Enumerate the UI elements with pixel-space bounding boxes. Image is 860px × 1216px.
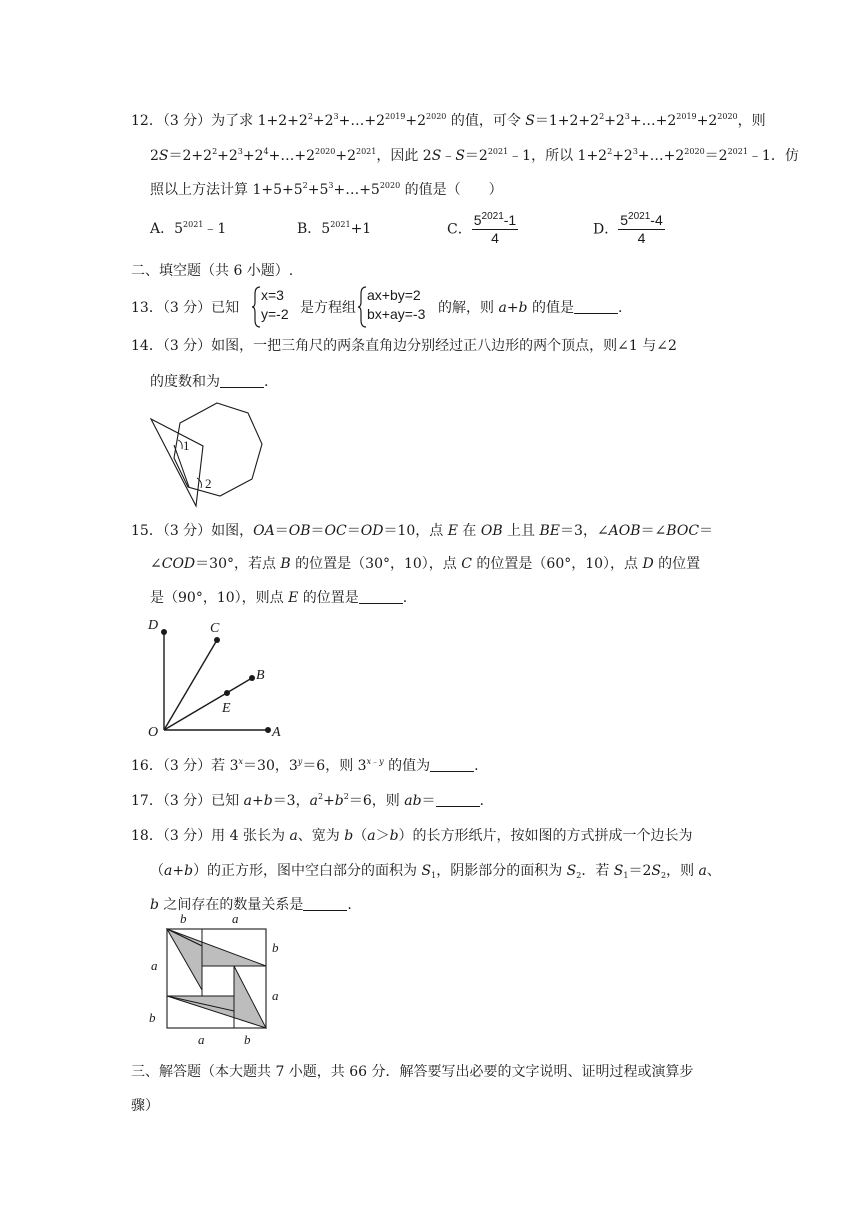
q13-brace-2 bbox=[357, 286, 367, 328]
q14-line2: 的度数和为 . bbox=[150, 374, 269, 390]
q12-option-c: C． $\frac{5^{2021}-1}{4}$ bbox=[447, 211, 517, 246]
q15-line1: 15．（3 分）如图，OA＝OB＝OC＝OD＝10，点 E 在 OB 上且 BE＝3，∠AOB＝∠BOC＝ bbox=[131, 523, 714, 539]
section-answer-heading: 三、解答题（本大题共 7 小题，共 66 分．解答要写出必要的文字说明、证明过程或演算步 bbox=[131, 1064, 694, 1080]
angle-2-label: 2 bbox=[205, 476, 212, 491]
q18-line2: （a+b）的正方形，图中空白部分的面积为 $S_1$，阴影部分的面积为 $S_2$．若 $S_1=2S_2$，则 a、 bbox=[150, 863, 721, 880]
dim-label: b bbox=[272, 940, 279, 955]
q15-rays-figure bbox=[140, 612, 290, 742]
section-answer-heading-cont: 骤） bbox=[131, 1098, 159, 1114]
section-fill-in-heading: 二、填空题（共 6 小题）. bbox=[131, 263, 294, 279]
q13-y-value: y=-2 bbox=[261, 306, 289, 322]
angle-1-label: 1 bbox=[183, 438, 190, 453]
q13-x-value: x=3 bbox=[261, 287, 284, 303]
q12-option-b: B．$5^{2021}+1$ bbox=[297, 220, 372, 237]
answer-blank[interactable] bbox=[430, 759, 474, 772]
q13-line: 13．（3 分）已知 bbox=[131, 300, 240, 316]
dim-label: b bbox=[149, 1010, 156, 1025]
point-b-label: B bbox=[256, 668, 265, 683]
q14-line1: 14．（3 分）如图，一把三角尺的两条直角边分别经过正八边形的两个顶点，则∠1 与∠2 bbox=[131, 338, 677, 354]
dim-label: b bbox=[244, 1032, 251, 1047]
dim-label: a bbox=[232, 911, 239, 926]
answer-blank[interactable] bbox=[436, 794, 480, 807]
q16-line: 16．（3 分）若 $3^x=30$，$3^y=6$，则 $3^{x﹣y}$ 的值为 . bbox=[131, 757, 479, 774]
q14-octagon-figure bbox=[145, 400, 280, 510]
dim-label: a bbox=[198, 1032, 205, 1047]
q13-mid: 是方程组 bbox=[300, 300, 356, 316]
q12-option-d: D． $\frac{5^{2021}-4}{4}$ bbox=[593, 211, 663, 246]
q12-line2: $2S=2+2^2+2^3+2^4+\dots+2^{2020}+2^{2021}$，因此 $2S﹣S=2^{2021}﹣1$，所以 $1+2^2+2^3+\dots+2^{2020}=2^{2021}﹣1$．仿 bbox=[150, 147, 799, 164]
q15-line3: 是（90°，10），则点 E 的位置是 . bbox=[150, 590, 408, 606]
point-c-label: C bbox=[210, 621, 220, 636]
answer-blank[interactable] bbox=[220, 375, 264, 388]
q18-line1: 18．（3 分）用 4 张长为 a、宽为 b（a＞b）的长方形纸片，按如图的方式拼成一个边长为 bbox=[131, 828, 693, 844]
answer-blank[interactable] bbox=[574, 301, 618, 314]
answer-blank[interactable] bbox=[303, 898, 347, 911]
dim-label: a bbox=[272, 988, 279, 1003]
point-o-label: O bbox=[148, 725, 159, 740]
q12-line1: 12．（3 分）为了求 $1+2+2^2+2^3+\dots+2^{2019}+2^{2020}$ 的值，可令 $S=1+2+2^2+2^3+\dots+2^{2019}+2^{2020}$，则 bbox=[131, 112, 766, 129]
point-d-label: D bbox=[148, 618, 159, 633]
q12-option-a: A．$5^{2021}﹣1$ bbox=[150, 220, 227, 237]
dim-label: a bbox=[151, 958, 158, 973]
q13-equation-2: bx+ay=-3 bbox=[367, 306, 426, 322]
point-e-label: E bbox=[222, 701, 231, 716]
q15-line2: ∠COD＝30°，若点 B 的位置是（30°，10），点 C 的位置是（60°，10），点 D 的位置 bbox=[150, 556, 701, 572]
q12-line3: 照以上方法计算 $1+5+5^2+5^3+\dots+5^{2020}$ 的值是（ ） bbox=[150, 181, 503, 198]
q18-square-figure bbox=[140, 910, 300, 1050]
answer-blank[interactable] bbox=[359, 591, 403, 604]
q17-line: 17．（3 分）已知 a+b＝3，$a^2+b^2=6$，则 ab＝ . bbox=[131, 792, 484, 809]
q13-brace-1 bbox=[251, 286, 261, 328]
q13-equation-1: ax+by=2 bbox=[367, 287, 421, 303]
q18-line3: b 之间存在的数量关系是 . bbox=[150, 897, 352, 913]
set-square bbox=[151, 419, 203, 506]
point-a-label: A bbox=[272, 725, 281, 740]
dim-label: b bbox=[180, 911, 187, 926]
q13-end: 的解，则 a+b 的值是 . bbox=[438, 300, 623, 316]
